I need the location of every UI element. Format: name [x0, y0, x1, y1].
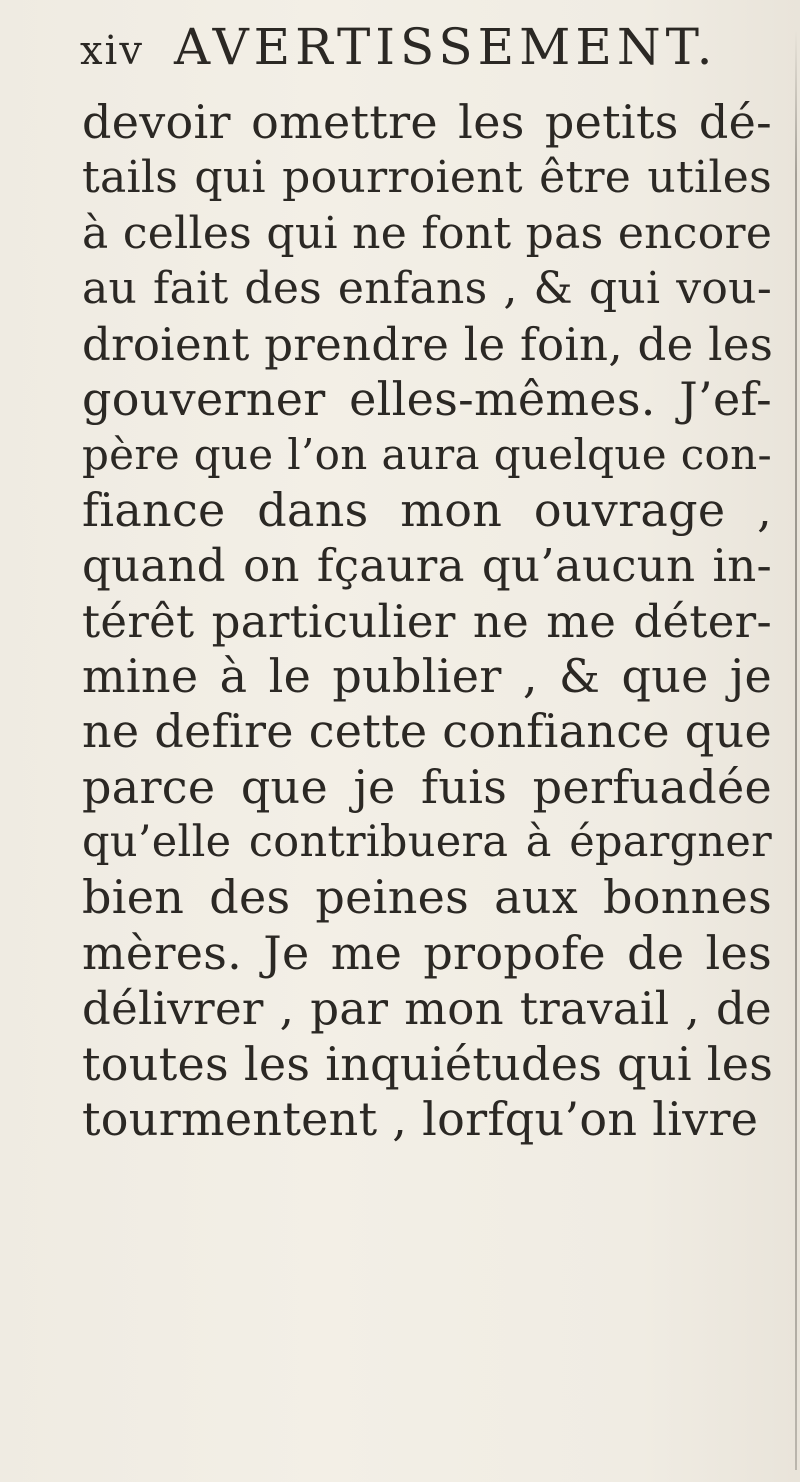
page-header [80, 18, 718, 88]
text-line: père que l’on aura quelque con- [82, 430, 772, 480]
text-line: ne defire cette confiance que [82, 704, 772, 759]
text-line: fiance dans mon ouvrage , [82, 482, 772, 537]
page-edge-shadow [795, 30, 797, 1470]
text-line: droient prendre le foin, de les [82, 317, 774, 371]
text-line: toutes les inquiétudes qui les [82, 1036, 774, 1091]
text-line: mine à le publier , & que je [82, 648, 772, 703]
text-line: parce que je fuis perfuadée [82, 759, 772, 814]
text-line: devoir omettre les petits dé- [82, 95, 772, 149]
text-line: quand on fçaura qu’aucun in- [82, 539, 772, 593]
text-line: bien des peines aux bonnes [82, 870, 772, 925]
text-line: gouverner elles-mêmes. J’ef- [82, 371, 772, 426]
running-title: AVERTISSEMENT. [173, 18, 718, 76]
text-line: mères. Je me propofe de les [82, 925, 772, 980]
text-line: à celles qui ne font pas encore [82, 207, 773, 259]
text-line: térêt particulier ne me déter- [82, 594, 772, 648]
body-text [82, 95, 772, 1147]
text-line: tourmentent , lorfqu’on livre [82, 1092, 759, 1147]
text-line: au fait des enfans , & qui vou- [82, 263, 772, 315]
text-line: qu’elle contribuera à épargner [82, 817, 772, 868]
text-line: tails qui pourroient être utiles [82, 152, 772, 204]
page-number: xiv [80, 28, 144, 74]
text-line: délivrer , par mon travail , de [82, 982, 772, 1036]
